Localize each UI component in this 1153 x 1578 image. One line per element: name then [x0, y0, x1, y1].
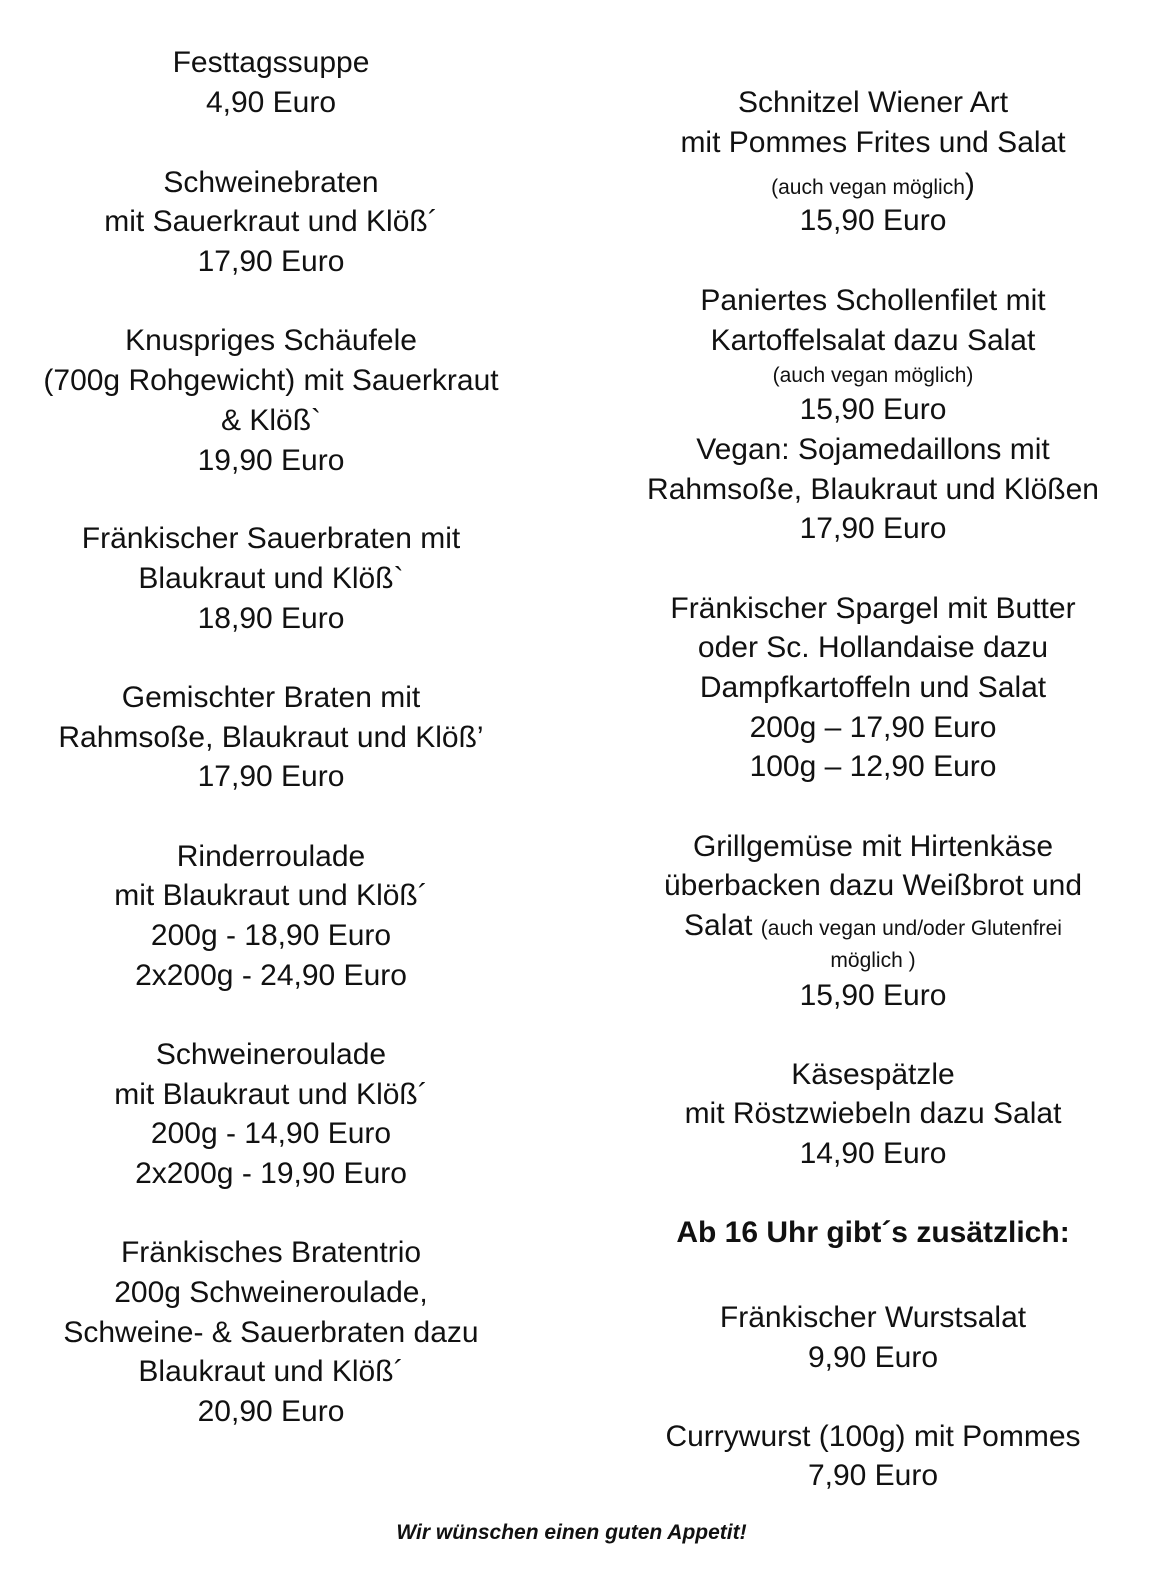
vegan-gluten-note: (auch vegan und/oder Glutenfrei: [760, 917, 1062, 940]
dish-name: Fränkisches Bratentrio: [120, 1236, 422, 1269]
dish-description: Schweine- & Sauerbraten dazu: [63, 1316, 479, 1349]
dish-price: 17,90 Euro: [799, 512, 947, 545]
dish-name: Fränkischer Wurstsalat: [719, 1301, 1027, 1334]
dish-description: (700g Rohgewicht) mit Sauerkraut: [43, 364, 499, 397]
footer-greeting: Wir wünschen einen guten Appetit!: [396, 1521, 747, 1544]
dish-description: Dampfkartoffeln und Salat: [699, 671, 1047, 704]
dish-price: 2x200g - 24,90 Euro: [135, 959, 407, 992]
dish-description: [603, 906, 1143, 946]
dish-description: Rahmsoße, Blaukraut und Klöß’: [58, 721, 484, 754]
dish-name: Paniertes Schollenfilet mit: [700, 284, 1046, 317]
dish-price: 20,90 Euro: [197, 1395, 345, 1428]
dish-description: 200g Schweineroulade,: [114, 1276, 428, 1309]
vegan-note-close: ): [964, 168, 975, 201]
dish-description: oder Sc. Hollandaise dazu: [697, 631, 1049, 664]
vegan-note: (auch vegan möglich): [772, 364, 974, 387]
dish-description: überbacken dazu Weißbrot und: [663, 869, 1083, 902]
evening-heading: Ab 16 Uhr gibt´s zusätzlich:: [676, 1216, 1070, 1249]
dish-price: 17,90 Euro: [197, 245, 345, 278]
dish-price: 19,90 Euro: [197, 444, 345, 477]
dish-description: Kartoffelsalat dazu Salat: [710, 324, 1036, 357]
dish-description: mit Sauerkraut und Klöß´: [104, 205, 438, 238]
dish-description: & Klöß`: [220, 404, 322, 437]
dish-price: 200g - 14,90 Euro: [150, 1117, 392, 1150]
dish-price: 4,90 Euro: [205, 86, 337, 119]
dish-description: Rahmsoße, Blaukraut und Klößen: [647, 473, 1099, 506]
dish-price: 17,90 Euro: [197, 760, 345, 793]
dish-price: 18,90 Euro: [197, 602, 345, 635]
vegan-gluten-note: möglich ): [830, 949, 916, 972]
dish-name: Schnitzel Wiener Art: [737, 86, 1009, 119]
dish-name: Rinderroulade: [176, 840, 366, 873]
dish-price: 15,90 Euro: [799, 393, 947, 426]
dish-price: 14,90 Euro: [799, 1137, 947, 1170]
dish-description: mit Blaukraut und Klöß´: [114, 879, 428, 912]
dish-price: 200g - 18,90 Euro: [150, 919, 392, 952]
dish-name: Vegan: Sojamedaillons mit: [696, 433, 1050, 466]
dish-description: mit Pommes Frites und Salat: [680, 126, 1066, 159]
dish-price: 15,90 Euro: [799, 204, 947, 237]
dish-price: 15,90 Euro: [799, 979, 947, 1012]
dish-name: Currywurst (100g) mit Pommes: [665, 1420, 1081, 1453]
dish-name: Grillgemüse mit Hirtenkäse: [692, 830, 1054, 863]
dish-description: mit Röstzwiebeln dazu Salat: [684, 1097, 1062, 1130]
dish-name: Fränkischer Sauerbraten mit: [81, 522, 461, 555]
dish-description: Blaukraut und Klöß`: [138, 562, 404, 595]
dish-name: Käsespätzle: [791, 1058, 955, 1091]
dish-name: Fränkischer Spargel mit Butter: [670, 592, 1076, 625]
dish-description: Blaukraut und Klöß´: [138, 1355, 404, 1388]
dish-name: Knuspriges Schäufele: [125, 324, 417, 357]
dish-name: Schweinebraten: [163, 166, 379, 199]
dish-price: 9,90 Euro: [807, 1341, 939, 1374]
dish-name: Gemischter Braten mit: [121, 681, 421, 714]
dish-price: 200g – 17,90 Euro: [749, 711, 997, 744]
dish-price: 2x200g - 19,90 Euro: [135, 1157, 407, 1190]
dish-price: 100g – 12,90 Euro: [749, 750, 997, 783]
vegan-note: (auch vegan möglich: [771, 176, 965, 199]
dish-description-word: Salat: [684, 909, 753, 942]
dish-name: Festtagssuppe: [172, 46, 370, 79]
dish-name: Schweineroulade: [155, 1038, 387, 1071]
dish-note: [603, 165, 1143, 205]
dish-description: mit Blaukraut und Klöß´: [114, 1078, 428, 1111]
dish-price: 7,90 Euro: [807, 1459, 939, 1492]
